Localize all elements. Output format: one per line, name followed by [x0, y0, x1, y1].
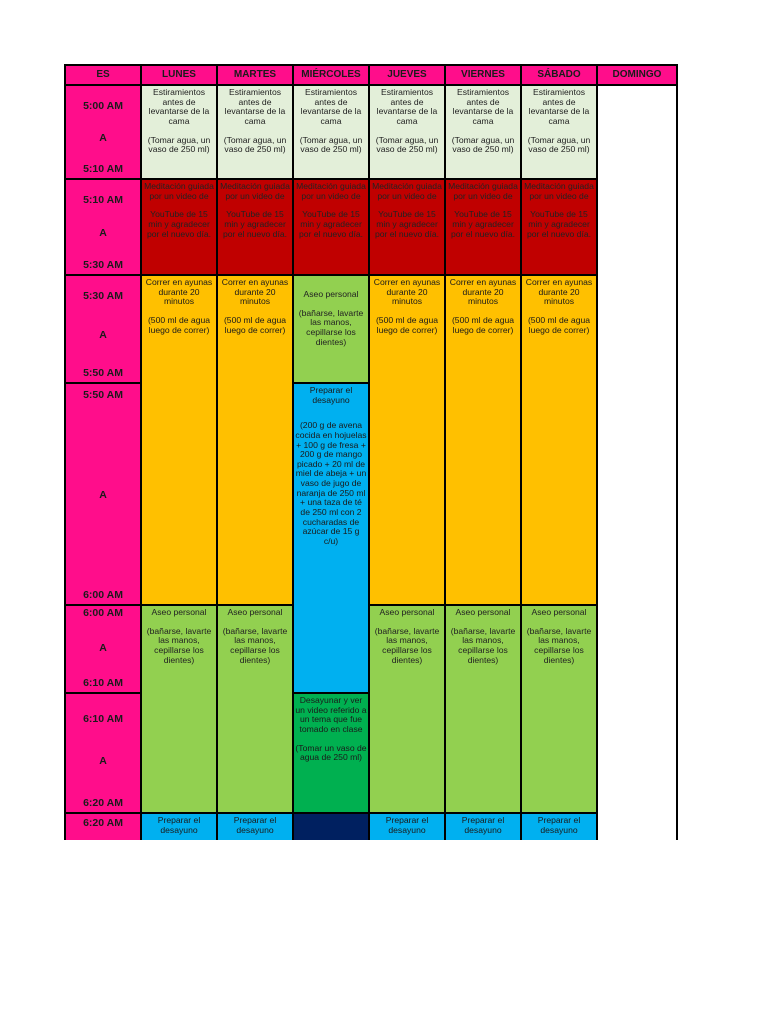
activity-estiramientos: Estiramientos antes de levantarse de la cama (Tomar agua, un vaso de 250 ml) — [142, 86, 216, 178]
activity-correr: Correr en ayunas durante 20 minutos (500 ml de agua luego de correr) — [446, 276, 520, 604]
activity-aseo: Aseo personal (bañarse, lavarte las manos, cepillarse los dientes) — [142, 606, 216, 812]
activity-meditacion: Meditación guiada por un video de YouTube de 15 min y agradecer por el nuevo día. — [522, 180, 596, 274]
activity-desayunar: Desayunar y ver un video referido a un tema que fue tomado en clase (Tomar un vaso de agua de 250 ml) — [294, 694, 368, 812]
activity-aseo: Aseo personal (bañarse, lavarte las manos, cepillarse los dientes) — [446, 606, 520, 812]
header-day-viernes: VIERNES — [446, 66, 520, 84]
activity-estiramientos: Estiramientos antes de levantarse de la cama (Tomar agua, un vaso de 250 ml) — [370, 86, 444, 178]
header-day-miercoles: MIÉRCOLES — [294, 66, 368, 84]
header-time-col: ES — [66, 66, 140, 84]
activity-preparar-desayuno: Preparar el desayuno — [522, 814, 596, 840]
activity-aseo: Aseo personal (bañarse, lavarte las manos, cepillarse los dientes) — [522, 606, 596, 812]
navy-block — [294, 814, 368, 840]
activity-meditacion: Meditación guiada por un video de YouTube de 15 min y agradecer por el nuevo día. — [294, 180, 368, 274]
activity-estiramientos: Estiramientos antes de levantarse de la cama (Tomar agua, un vaso de 250 ml) — [294, 86, 368, 178]
time-slot-0510: 5:10 AM A 5:30 AM — [66, 180, 140, 274]
activity-meditacion: Meditación guiada por un video de YouTube de 15 min y agradecer por el nuevo día. — [142, 180, 216, 274]
activity-correr: Correr en ayunas durante 20 minutos (500 ml de agua luego de correr) — [218, 276, 292, 604]
activity-preparar-desayuno: Preparar el desayuno — [446, 814, 520, 840]
activity-meditacion: Meditación guiada por un video de YouTube de 15 min y agradecer por el nuevo día. — [370, 180, 444, 274]
time-slot-0620: 6:20 AM — [66, 814, 140, 840]
schedule-table — [64, 64, 678, 840]
time-slot-0600: 6:00 AM A 6:10 AM — [66, 606, 140, 692]
activity-preparar-desayuno: Preparar el desayuno — [142, 814, 216, 840]
header-day-martes: MARTES — [218, 66, 292, 84]
activity-correr: Correr en ayunas durante 20 minutos (500 ml de agua luego de correr) — [370, 276, 444, 604]
activity-estiramientos: Estiramientos antes de levantarse de la cama (Tomar agua, un vaso de 250 ml) — [218, 86, 292, 178]
time-slot-0500: 5:00 AM A 5:10 AM — [66, 86, 140, 178]
time-slot-0550: 5:50 AM A 6:00 AM — [66, 384, 140, 604]
header-day-domingo: DOMINGO — [598, 66, 676, 84]
activity-preparar-desayuno: Preparar el desayuno (200 g de avena cocida en hojuelas + 100 g de fresa + 200 g de mango picado + 20 ml de miel de abeja + un vaso de jugo de naranja de 250 ml + una taza de té de 250 ml con 2 cucharadas de azúcar de 15 g c/u) — [294, 384, 368, 692]
activity-preparar-desayuno: Preparar el desayuno — [218, 814, 292, 840]
time-slot-0530: 5:30 AM A 5:50 AM — [66, 276, 140, 382]
activity-meditacion: Meditación guiada por un video de YouTube de 15 min y agradecer por el nuevo día. — [446, 180, 520, 274]
domingo-empty-column — [598, 86, 676, 840]
activity-aseo: Aseo personal (bañarse, lavarte las manos, cepillarse los dientes) — [218, 606, 292, 812]
activity-correr: Correr en ayunas durante 20 minutos (500 ml de agua luego de correr) — [142, 276, 216, 604]
activity-aseo: Aseo personal (bañarse, lavarte las manos, cepillarse los dientes) — [370, 606, 444, 812]
header-day-sabado: SÁBADO — [522, 66, 596, 84]
activity-estiramientos: Estiramientos antes de levantarse de la cama (Tomar agua, un vaso de 250 ml) — [446, 86, 520, 178]
activity-preparar-desayuno: Preparar el desayuno — [370, 814, 444, 840]
activity-meditacion: Meditación guiada por un video de YouTube de 15 min y agradecer por el nuevo día. — [218, 180, 292, 274]
activity-estiramientos: Estiramientos antes de levantarse de la cama (Tomar agua, un vaso de 250 ml) — [522, 86, 596, 178]
header-day-lunes: LUNES — [142, 66, 216, 84]
activity-correr: Correr en ayunas durante 20 minutos (500 ml de agua luego de correr) — [522, 276, 596, 604]
activity-aseo: Aseo personal (bañarse, lavarte las manos, cepillarse los dientes) — [294, 276, 368, 382]
time-slot-0610: 6:10 AM A 6:20 AM — [66, 694, 140, 812]
header-day-jueves: JUEVES — [370, 66, 444, 84]
